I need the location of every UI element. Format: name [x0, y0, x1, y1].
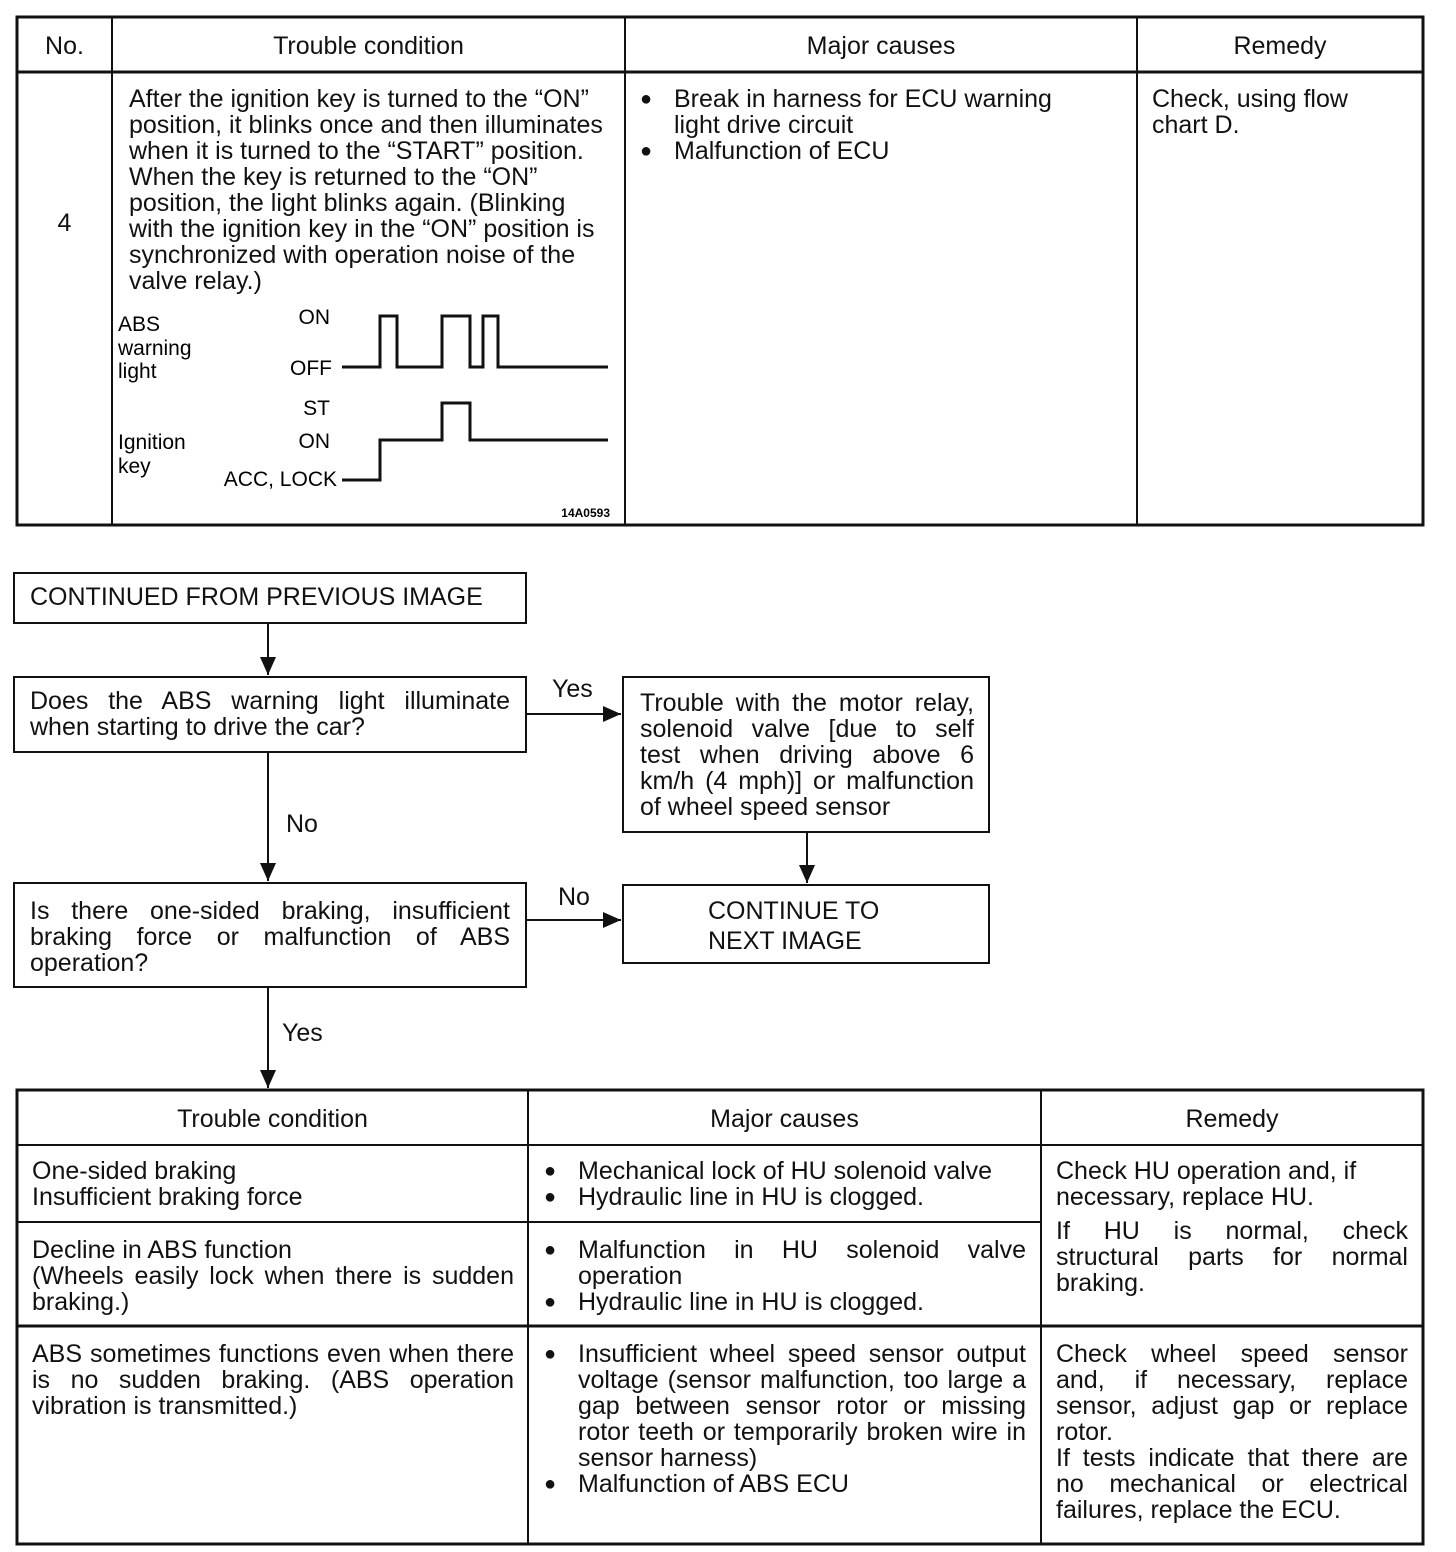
t2-row1-condition: [32, 1158, 514, 1210]
t2-remedy-shared-line2: If HU is normal, check structural parts for normal braking.: [1056, 1217, 1408, 1297]
t1-header-causes: Major causes: [806, 32, 956, 60]
abs-label-line3: light: [118, 360, 157, 383]
t2-row2-condition: [32, 1237, 514, 1315]
t2-row2-condition-line: (Wheels easily lock when there is sudden braking.): [32, 1262, 514, 1316]
t2-header-causes: Major causes: [710, 1105, 859, 1133]
ign-st-label: ST: [303, 397, 330, 420]
abs-off-label: OFF: [290, 357, 332, 380]
t1-header-remedy: Remedy: [1233, 32, 1327, 60]
t2-row1-condition-line: Insufficient braking force: [32, 1183, 303, 1211]
ign-label-line2: key: [118, 455, 151, 478]
q2-yes-label: Yes: [282, 1019, 323, 1047]
question1-text: Does the ABS warning light illuminate when starting to drive the car?: [30, 687, 510, 741]
t2-header-condition: Trouble condition: [177, 1105, 368, 1133]
t1-cause-item: ● Malfunction of ECU: [640, 138, 1090, 164]
abs-label-line1: ABS: [118, 313, 161, 336]
ign-label-line1: Ignition: [118, 431, 186, 454]
t2-remedy-shared: [1056, 1158, 1408, 1296]
t2-cause-item: ● Hydraulic line in HU is clogged.: [544, 1289, 1026, 1315]
ign-on-label: ON: [298, 430, 330, 453]
timing-diagram: [112, 295, 624, 523]
result1-text: Trouble with the motor relay, solenoid valve [due to self test when driving above 6 km/h (4 mph)] or malfunction of wheel speed sensor: [640, 689, 974, 821]
abs-on-label: ON: [298, 306, 330, 329]
t2-row1-causes: [544, 1158, 1026, 1210]
question2-text: Is there one-sided braking, insufficient braking force or malfunction of ABS operation?: [30, 897, 510, 977]
t2-cause-item: ● Malfunction in HU solenoid valve operation: [544, 1237, 1026, 1289]
t1-causes-list: [640, 86, 1090, 164]
t1-remedy-text: Check, using flow chart D.: [1152, 85, 1348, 139]
continue-box-text: CONTINUE TO NEXT IMAGE: [708, 897, 880, 955]
t2-cause-item: ● Hydraulic line in HU is clogged.: [544, 1184, 1026, 1210]
t2-row3-condition: ABS sometimes functions even when there is no sudden braking. (ABS operation vibration is transmitted.): [32, 1340, 514, 1420]
t2-row2-condition-line: Decline in ABS function: [32, 1236, 292, 1264]
t1-cause-item: ● Break in harness for ECU warning light drive circuit: [640, 86, 1090, 138]
ignition-key-waveform: [342, 403, 608, 480]
t2-row3-remedy: [1056, 1341, 1408, 1523]
t1-row-number: 4: [57, 209, 72, 237]
t2-row3-remedy-line2: If tests indicate that there are no mechanical or electrical failures, replace the ECU.: [1056, 1444, 1408, 1524]
q2-no-label: No: [558, 883, 590, 911]
q1-no-label: No: [286, 810, 318, 838]
start-box-text: CONTINUED FROM PREVIOUS IMAGE: [30, 583, 483, 611]
t2-header-remedy: Remedy: [1185, 1105, 1279, 1133]
t2-remedy-shared-line1: Check HU operation and, if necessary, replace HU.: [1056, 1157, 1357, 1211]
t2-row3-remedy-line1: Check wheel speed sensor and, if necessary, replace sensor, adjust gap or replace rotor.: [1056, 1340, 1408, 1446]
t2-row2-causes: [544, 1237, 1026, 1315]
figure-code: 14A0593: [561, 506, 610, 520]
ign-acc-label: ACC, LOCK: [223, 468, 337, 491]
t2-cause-item: ● Insufficient wheel speed sensor output voltage (sensor malfunction, too large a gap between sensor rotor or missing rotor teeth or temporarily broken wire in sensor harness): [544, 1341, 1026, 1471]
t2-cause-item: ● Mechanical lock of HU solenoid valve: [544, 1158, 1026, 1184]
t2-row3-causes: [544, 1341, 1026, 1497]
t2-row1-condition-line: One-sided braking: [32, 1157, 237, 1185]
t1-header-condition: Trouble condition: [273, 32, 464, 60]
t2-cause-item: ● Malfunction of ABS ECU: [544, 1471, 1026, 1497]
q1-yes-label: Yes: [552, 675, 593, 703]
abs-label-line2: warning: [118, 337, 192, 360]
t1-condition-text: After the ignition key is turned to the “ON” position, it blinks once and then illuminates when it is turned to the “START” position. When the key is returned to the “ON” position, the light blinks again. (Blinking with the ignition key in the “ON” position is synchronized with operation noise of the valve relay.): [129, 85, 603, 295]
t1-header-no: No.: [45, 32, 84, 60]
abs-light-waveform: [342, 316, 608, 367]
